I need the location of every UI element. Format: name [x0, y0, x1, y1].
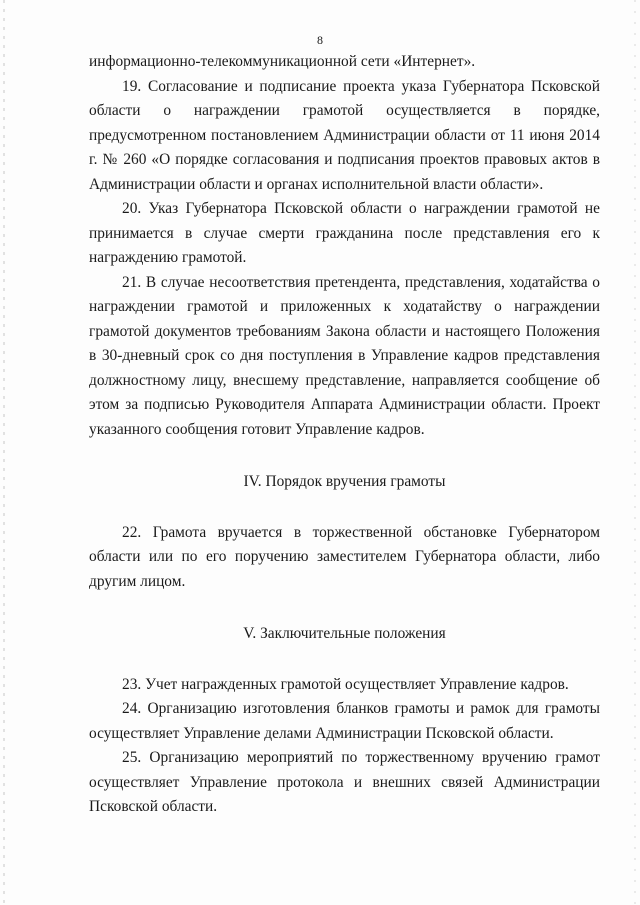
paragraph-23: 23. Учет награжденных грамотой осуществляет Управление кадров.: [122, 675, 569, 693]
spacer: [89, 594, 600, 622]
section-heading-iv: IV. Порядок вручения грамоты: [243, 473, 446, 490]
paragraph-21: 21. В случае несоответствия претендента, представления, ходатайства о награждении грамотой и приложенных к ходатайству о награждении грамотой документов требованиям Закона области и настоящего Положения в 30-дневный срок со дня поступления в Управление кадров представления должностному лицу, внесшему представление, направляется сообщение об этом за подписью Руководителя Аппарата Администрации области. Проект указанного сообщения готовит Управление кадров.: [89, 273, 600, 438]
document-body: [89, 50, 600, 820]
page-number: 8: [317, 33, 323, 47]
paragraph-19: 19. Согласование и подписание проекта указа Губернатора Псковской области о награждении грамотой осуществляется в порядке, предусмотренном постановлением Администрации области от 11 июня 2014 г. № 260 «О порядке согласования и подписания проектов правовых актов в Администрации области и органах исполнительной власти области».: [89, 77, 600, 193]
paragraph-25: 25. Организацию мероприятий по торжественному вручению грамот осуществляет Управление протокола и внешних связей Администрации Псковской области.: [89, 749, 600, 815]
paragraph-22: 22. Грамота вручается в торжественной обстановке Губернатором области или по его поручению заместителем Губернатора области, либо другим лицом.: [89, 523, 600, 590]
paragraph-20: 20. Указ Губернатора Псковской области о награждении грамотой не принимается в случае смерти гражданина после представления его к награждению грамотой.: [89, 200, 600, 266]
spacer: [89, 495, 600, 521]
spacer: [89, 647, 600, 673]
paragraph-24: 24. Организацию изготовления бланков грамоты и рамок для грамоты осуществляет Управление делами Администрации Псковской области.: [89, 700, 600, 742]
scan-edge-right: [634, 0, 636, 905]
scan-edge-left: [3, 0, 5, 905]
section-heading-v: V. Заключительные положения: [243, 625, 446, 642]
spacer: [89, 442, 600, 470]
paragraph-continuation: информационно-телекоммуникационной сети «Интернет».: [89, 53, 476, 70]
